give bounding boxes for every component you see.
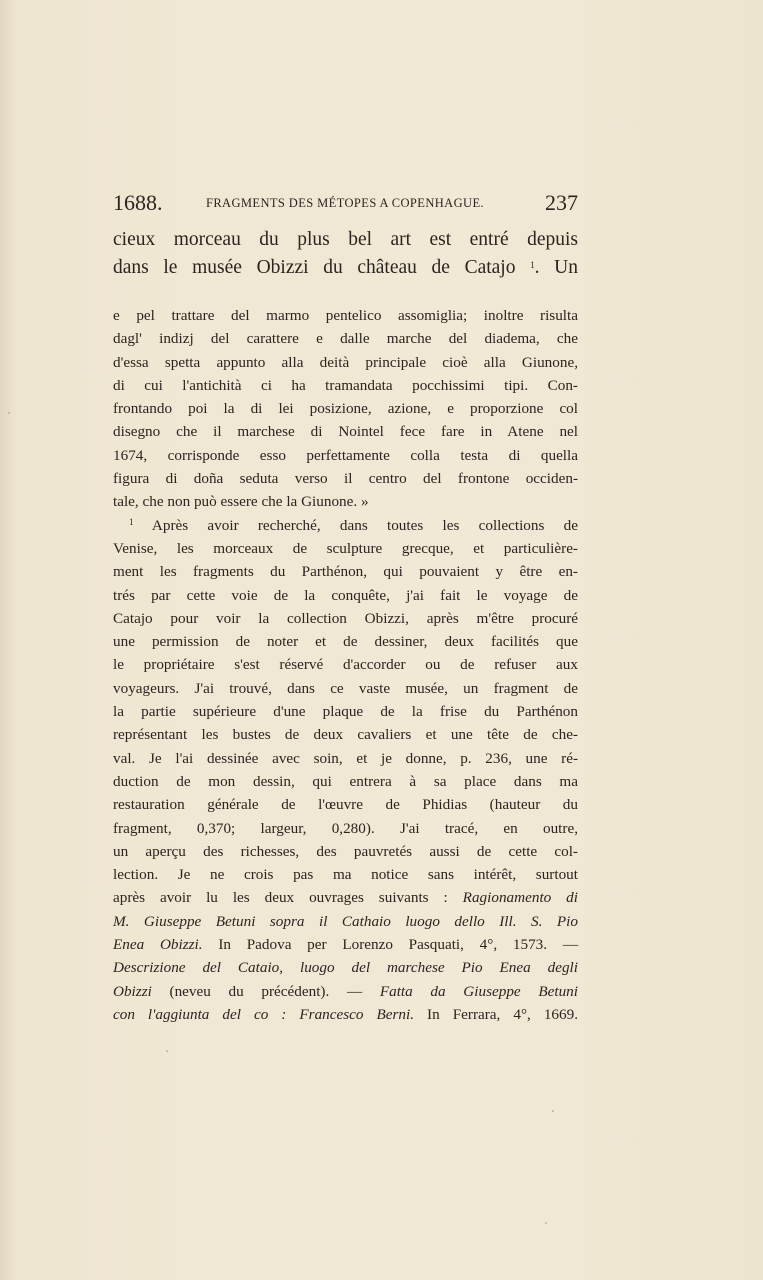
page-number: 237 bbox=[545, 190, 578, 215]
note-line: e pel trattare del marmo pentelico assomiglia; inoltre risulta bbox=[113, 307, 578, 324]
footnote-line: une permission de noter et de dessiner, deux facilités que bbox=[113, 633, 578, 651]
book-title: con l'aggiunta del co : Francesco Berni. bbox=[113, 1005, 415, 1023]
footnote-line bbox=[113, 886, 578, 909]
footnote-ref: 1 bbox=[530, 260, 535, 270]
paper-speck bbox=[166, 1050, 168, 1052]
footnote-line: trés par cette voie de la conquête, j'ai fait le voyage de bbox=[113, 586, 578, 604]
book-title: Fatta da Giuseppe Betuni bbox=[379, 982, 578, 1000]
footnote-line: voyageurs. J'ai trouvé, dans ce vaste musée, un fragment de bbox=[113, 679, 578, 697]
note-line: tale, che non può essere che la Giunone. » bbox=[113, 493, 369, 511]
notes-block bbox=[113, 304, 578, 1026]
note-line: di cui l'antichità ci ha tramandata pocchissimi tipi. Con- bbox=[113, 376, 578, 394]
footnote-line: Venise, les morceaux de sculpture grecque, et particulière- bbox=[113, 539, 578, 557]
footnote-line: un aperçu des richesses, des pauvretés aussi de cette col- bbox=[113, 842, 578, 860]
note-line: 1674, corrisponde esso perfettamente colla testa di quella bbox=[113, 446, 578, 464]
running-header bbox=[113, 190, 578, 218]
footnote-line: le propriétaire s'est réservé d'accorder ou de refuser aux bbox=[113, 656, 578, 674]
book-title: Obizzi bbox=[113, 982, 152, 1000]
main-line bbox=[113, 254, 578, 282]
main-line: cieux morceau du plus bel art est entré depuis bbox=[113, 229, 578, 250]
book-title: Enea Obizzi. bbox=[113, 936, 203, 954]
footnote-line bbox=[113, 980, 578, 1003]
footnote-line: duction de mon dessin, qui entrera à sa place dans ma bbox=[113, 772, 578, 790]
footnote-line bbox=[113, 956, 578, 979]
footnote-line bbox=[113, 1003, 578, 1026]
footnote-line: représentant les bustes de deux cavaliers et une tête de che- bbox=[113, 726, 578, 744]
main-line-text: . Un bbox=[534, 257, 578, 278]
footnote-line-text: après avoir lu les deux ouvrages suivants : bbox=[113, 889, 448, 907]
footnote-line-text: (neveu du précédent). — bbox=[169, 982, 363, 1000]
footnote-line: val. Je l'ai dessinée avec soin, et je donne, p. 236, une ré- bbox=[113, 749, 578, 767]
paper-speck bbox=[8, 412, 10, 414]
book-title: M. Giuseppe Betuni sopra il Cathaio luogo dello Ill. S. Pio bbox=[113, 912, 578, 930]
footnote-marker: 1 bbox=[129, 516, 134, 527]
main-text bbox=[113, 226, 578, 282]
footnote-line: la partie supérieure d'une plaque de la frise du Parthénon bbox=[113, 703, 578, 721]
header-title: FRAGMENTS DES MÉTOPES A COPENHAGUE. bbox=[205, 196, 485, 210]
book-title: Ragionamento di bbox=[462, 889, 578, 907]
footnote-line: lection. Je ne crois pas ma notice sans intérêt, surtout bbox=[113, 866, 578, 884]
paper-speck bbox=[552, 1110, 554, 1112]
footnote-line: ment les fragments du Parthénon, qui pouvaient y être en- bbox=[113, 563, 578, 581]
footnote-line bbox=[113, 933, 578, 956]
book-title: Descrizione del Cataio, luogo del marchese Pio Enea degli bbox=[113, 959, 578, 977]
footnote-line-text: In Ferrara, 4°, 1669. bbox=[427, 1005, 578, 1023]
footnote-line: restauration générale de l'œuvre de Phidias (hauteur du bbox=[113, 796, 578, 814]
footnote-line bbox=[113, 910, 578, 933]
footnote-line: fragment, 0,370; largeur, 0,280). J'ai tracé, en outre, bbox=[113, 819, 578, 837]
footnote-line-text: Après avoir recherché, dans toutes les collections de bbox=[151, 516, 578, 534]
footnote-line: Catajo pour voir la collection Obizzi, après m'être procuré bbox=[113, 609, 578, 627]
note-line: d'essa spetta appunto alla deità principale cioè alla Giunone, bbox=[113, 353, 578, 371]
note-line: frontando poi la di lei posizione, azione, e proporzione col bbox=[113, 400, 578, 418]
footnote-line-text: In Padova per Lorenzo Pasquati, 4°, 1573. — bbox=[218, 936, 579, 954]
note-line: figura di doña seduta verso il centro del frontone occiden- bbox=[113, 470, 578, 488]
paper-speck bbox=[545, 1222, 547, 1224]
header-year: 1688. bbox=[113, 190, 163, 215]
note-line: disegno che il marchese di Nointel fece fare in Atene nel bbox=[113, 423, 578, 441]
note-line: dagl' indizj del carattere e dalle marche del diadema, che bbox=[113, 330, 578, 348]
footnote-line bbox=[113, 514, 578, 537]
main-line-text: dans le musée Obizzi du château de Catajo bbox=[113, 257, 516, 278]
